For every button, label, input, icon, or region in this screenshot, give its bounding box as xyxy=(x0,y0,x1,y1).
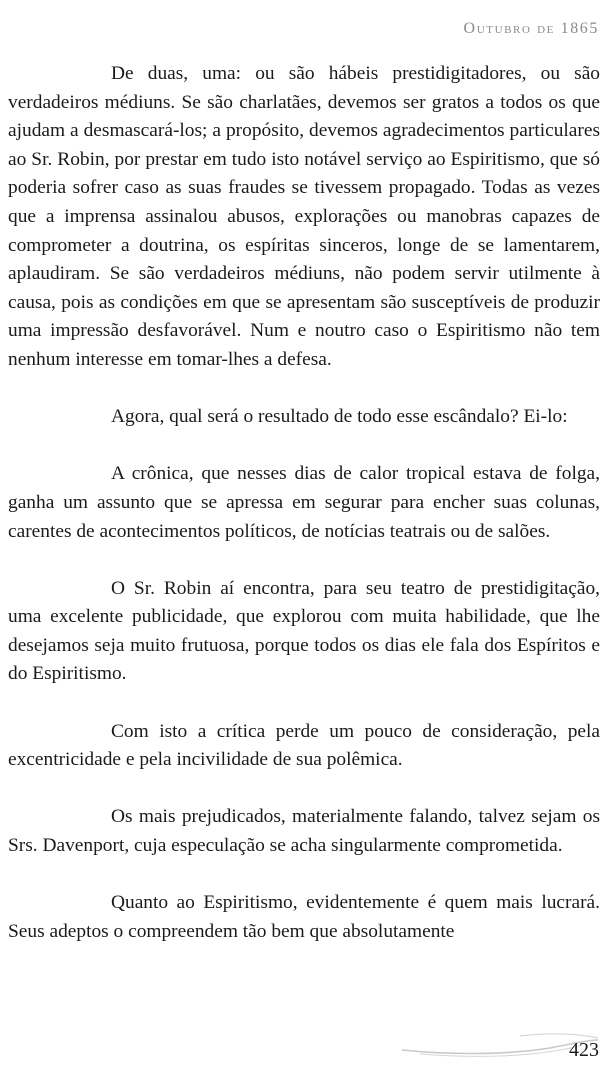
paragraph: Agora, qual será o resultado de todo esse escândalo? Ei-lo: xyxy=(111,406,568,428)
page-body xyxy=(8,60,600,946)
paragraph: Os mais prejudicados, materialmente falando, talvez sejam os Srs. Davenport, cuja especulação se acha singularmente comprometida. xyxy=(8,806,600,857)
page-number: 423 xyxy=(569,1039,599,1061)
running-header: Outubro de 1865 xyxy=(463,20,599,37)
paragraph: A crônica, que nesses dias de calor tropical estava de folga, ganha um assunto que se apressa em segurar para encher suas colunas, carentes de acontecimentos políticos, de notícias teatrais ou de salões. xyxy=(8,463,600,542)
paragraph: De duas, uma: ou são hábeis prestidigitadores, ou são verdadeiros médiuns. Se são charlatães, devemos ser gratos a todos os que ajudam a desmascará-los; a propósito, devemos agradecimentos particulares ao Sr. Robin, por prestar em tudo isto notável serviço ao Espiritismo, que só poderia sofrer caso as suas fraudes se tivessem propagado. Todas as vezes que a imprensa assinalou abusos, explorações ou manobras capazes de comprometer a doutrina, os espíritas sinceros, longe de se lamentarem, aplaudiram. Se são verdadeiros médiuns, não podem servir utilmente à causa, pois as condições em que se apresentam são susceptíveis de produzir uma impressão desfavorável. Num e noutro caso o Espiritismo não tem nenhum interesse em tomar-lhes a defesa. xyxy=(8,63,600,370)
paragraph: Com isto a crítica perde um pouco de consideração, pela excentricidade e pela incivilidade de sua polêmica. xyxy=(8,720,600,771)
paragraph: Quanto ao Espiritismo, evidentemente é quem mais lucrará. Seus adeptos o compreendem tão bem que absolutamente xyxy=(8,892,600,942)
paragraph: O Sr. Robin aí encontra, para seu teatro de prestidigitação, uma excelente publicidade, que explorou com muita habilidade, que lhe desejamos seja muito frutuosa, porque todos os dias ele fala dos Espíritos e do Espiritismo. xyxy=(8,577,600,685)
